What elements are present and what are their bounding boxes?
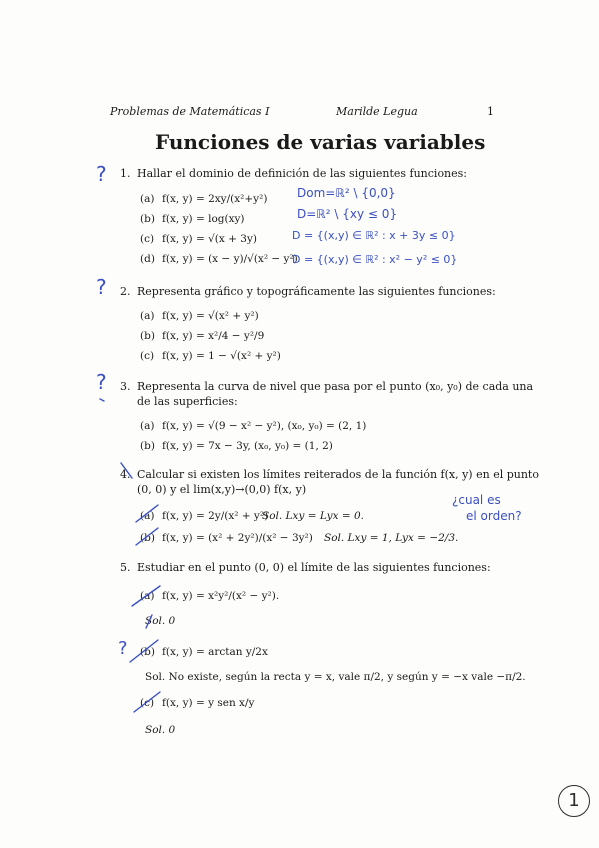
problem-1-number: 1. [120, 167, 131, 180]
p5-item-c-solution: Sol. 0 [145, 724, 176, 736]
problem-2-number: 2. [120, 285, 131, 298]
handwritten-domain-d: D = {(x,y) ∈ ℝ² : x² − y² ≤ 0} [292, 253, 458, 266]
circled-page-number: 1 [558, 785, 590, 817]
handwritten-domain-b: D=ℝ² \ {xy ≤ 0} [297, 207, 398, 221]
p5-item-a-solution: Sol. 0 [145, 615, 176, 627]
handwritten-note-line2: el orden? [466, 509, 522, 523]
p5-item-c-label: (c) [140, 697, 155, 709]
p3-item-b-formula: f(x, y) = 7x − 3y, (x₀, y₀) = (1, 2) [162, 440, 333, 452]
handwritten-domain-a: Dom=ℝ² \ {0,0} [297, 186, 396, 200]
p4-item-b-solution: Sol. Lxy = 1, Lyx = −2/3. [324, 532, 459, 544]
header-page-number: 1 [487, 105, 494, 118]
p2-item-b-formula: f(x, y) = x²/4 − y²/9 [162, 330, 265, 342]
handwritten-question-mark-2: ? [96, 275, 107, 299]
p2-item-a-formula: f(x, y) = √(x² + y²) [162, 310, 259, 322]
problem-1-text: Hallar el dominio de definición de las siguientes funciones: [137, 167, 468, 180]
handwritten-domain-c: D = {(x,y) ∈ ℝ² : x + 3y ≤ 0} [292, 229, 456, 242]
p5-item-b-formula: f(x, y) = arctan y/2x [162, 646, 268, 658]
handwritten-note-line1: ¿cual es [452, 493, 501, 507]
problem-3-text-line1: Representa la curva de nivel que pasa por el punto (x₀, y₀) de cada una [137, 380, 534, 393]
p2-item-c-formula: f(x, y) = 1 − √(x² + y²) [162, 350, 281, 362]
problem-3-text-line2: de las superficies: [137, 395, 238, 408]
p1-item-a-formula: f(x, y) = 2xy/(x²+y²) [162, 193, 268, 205]
problem-3-number: 3. [120, 380, 131, 393]
p2-item-b-label: (b) [140, 330, 155, 342]
p4-item-a-label: (a) [140, 510, 155, 522]
p3-item-a-formula: f(x, y) = √(9 − x² − y²), (x₀, y₀) = (2, 1) [162, 420, 367, 432]
stray-dot-mark [100, 399, 104, 401]
p1-item-c-label: (c) [140, 233, 155, 245]
p1-item-b-label: (b) [140, 213, 155, 225]
p2-item-c-label: (c) [140, 350, 155, 362]
problem-4-text-line2: (0, 0) y el lim(x,y)→(0,0) f(x, y) [137, 483, 307, 496]
problem-4-number: 4. [120, 468, 131, 481]
p1-item-c-formula: f(x, y) = √(x + 3y) [162, 233, 257, 245]
p4-item-b-label: (b) [140, 532, 155, 544]
handwritten-question-mark-1: ? [96, 162, 107, 186]
problem-5-number: 5. [120, 561, 131, 574]
p2-item-a-label: (a) [140, 310, 155, 322]
p5-item-c-formula: f(x, y) = y sen x/y [162, 697, 255, 709]
header-author: Marilde Legua [336, 105, 418, 118]
header-course: Problemas de Matemáticas I [110, 105, 270, 118]
p1-item-d-formula: f(x, y) = (x − y)/√(x² − y²) [162, 253, 298, 265]
p5-item-a-label: (a) [140, 590, 155, 602]
problem-2-text: Representa gráfico y topográficamente las siguientes funciones: [137, 285, 496, 298]
p5-item-b-label: (b) [140, 646, 155, 658]
handwritten-question-mark-5b: ? [118, 638, 128, 659]
page-title: Funciones de varias variables [155, 130, 486, 154]
p1-item-a-label: (a) [140, 193, 155, 205]
p3-item-a-label: (a) [140, 420, 155, 432]
p5-item-a-formula: f(x, y) = x²y²/(x² − y²). [162, 590, 280, 602]
p4-item-a-formula: f(x, y) = 2y/(x² + y²) [162, 510, 269, 522]
problem-5-text: Estudiar en el punto (0, 0) el límite de las siguientes funciones: [137, 561, 491, 574]
p3-item-b-label: (b) [140, 440, 155, 452]
problem-4-text-line1: Calcular si existen los límites reiterados de la función f(x, y) en el punto [137, 468, 539, 481]
p5-item-b-solution: Sol. No existe, según la recta y = x, vale π/2, y según y = −x vale −π/2. [145, 671, 526, 683]
p1-item-b-formula: f(x, y) = log(xy) [162, 213, 245, 225]
p4-item-b-formula: f(x, y) = (x² + 2y²)/(x² − 3y²) [162, 532, 313, 544]
p4-item-a-solution: Sol. Lxy = Lyx = 0. [262, 510, 364, 522]
handwritten-question-mark-3: ? [96, 370, 107, 394]
p1-item-d-label: (d) [140, 253, 155, 265]
